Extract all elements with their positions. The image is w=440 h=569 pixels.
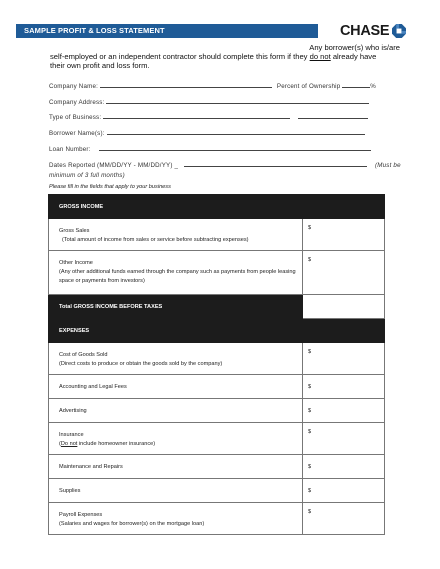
company-name-label: Company Name:	[49, 83, 99, 90]
table-row	[49, 503, 385, 535]
total-gross-amount-field[interactable]	[302, 295, 384, 319]
currency-label: $	[307, 257, 312, 263]
currency-label: $	[307, 225, 312, 231]
other-income-amount-field[interactable]	[302, 251, 384, 295]
profit-loss-table	[48, 194, 385, 535]
instructions: Please fill in the fields that apply to your business	[49, 184, 171, 190]
payroll-desc: (Salaries and wages for borrower(s) on the mortgage loan)	[59, 521, 205, 527]
form-title: SAMPLE PROFIT & LOSS STATEMENT	[24, 26, 165, 35]
chase-octagon-icon	[392, 24, 406, 38]
accounting-amount-field[interactable]	[302, 375, 384, 399]
gross-income-header-blank	[302, 195, 384, 219]
intro-text	[50, 43, 400, 70]
total-gross-label: Total GROSS INCOME BEFORE TAXES	[49, 295, 303, 319]
borrower-names-row	[49, 130, 365, 137]
table-row	[49, 343, 385, 375]
intro-emphasis: do not	[309, 52, 331, 61]
gross-sales-cell	[49, 219, 303, 251]
gross-sales-desc: (Total amount of income from sales or service before subtracting expenses)	[62, 237, 249, 243]
other-income-label: Other Income	[59, 260, 93, 266]
cogs-cell	[49, 343, 303, 375]
dates-reported-label: Dates Reported (MM/DD/YY - MM/DD/YY) _	[49, 162, 179, 169]
percent-sign: %	[370, 83, 376, 90]
table-row	[49, 399, 385, 423]
maintenance-label: Maintenance and Repairs	[49, 455, 303, 479]
chase-logo	[340, 22, 406, 40]
supplies-amount-field[interactable]	[302, 479, 384, 503]
intro-line-2	[50, 52, 400, 61]
company-address-label: Company Address:	[49, 99, 105, 106]
loan-number-field[interactable]	[99, 146, 371, 151]
borrower-names-label: Borrower Name(s):	[49, 130, 105, 137]
accounting-label: Accounting and Legal Fees	[49, 375, 303, 399]
intro-line-2-text: self-employed or an independent contractor should complete this form if they	[50, 52, 310, 61]
advertising-label: Advertising	[49, 399, 303, 423]
company-name-row	[49, 83, 376, 90]
table-row	[49, 455, 385, 479]
company-name-field[interactable]	[100, 83, 272, 88]
cogs-label: Cost of Goods Sold	[59, 352, 108, 358]
minimum-note: minimum of 3 full months)	[49, 172, 125, 179]
intro-line-2-end: already have	[330, 52, 377, 61]
dates-reported-field[interactable]	[184, 162, 367, 167]
company-address-field[interactable]	[106, 99, 369, 104]
insurance-cell	[49, 423, 303, 455]
cogs-amount-field[interactable]	[302, 343, 384, 375]
currency-label: $	[307, 407, 312, 414]
gross-income-header: GROSS INCOME	[49, 195, 303, 219]
insurance-desc-open: (	[59, 441, 61, 447]
advertising-amount-field[interactable]	[302, 399, 384, 423]
currency-label: $	[307, 383, 312, 390]
percent-ownership-label: Percent of Ownership	[276, 83, 341, 90]
other-income-cell	[49, 251, 303, 295]
insurance-label: Insurance	[59, 432, 84, 438]
supplies-label: Supplies	[49, 479, 303, 503]
insurance-desc-text: include homeowner insurance)	[77, 441, 156, 447]
currency-label: $	[307, 429, 312, 435]
business-type-label: Type of Business:	[49, 114, 102, 121]
gross-sales-amount-field[interactable]	[302, 219, 384, 251]
intro-line-1: Any borrower(s) who is/are	[309, 43, 400, 52]
currency-label: $	[307, 463, 312, 470]
logo-text: CHASE	[340, 23, 390, 39]
intro-line-3: their own profit and loss form.	[50, 61, 150, 70]
borrower-names-field[interactable]	[107, 130, 365, 135]
table-row	[49, 423, 385, 455]
expenses-header-blank	[302, 319, 384, 343]
table-row	[49, 219, 385, 251]
expenses-header: EXPENSES	[49, 319, 303, 343]
currency-label: $	[307, 349, 312, 355]
cogs-desc: (Direct costs to produce or obtain the goods sold by the company)	[59, 361, 223, 367]
company-address-row	[49, 99, 369, 106]
percent-ownership-field[interactable]	[342, 83, 370, 88]
loan-number-row	[49, 146, 371, 153]
payroll-amount-field[interactable]	[302, 503, 384, 535]
other-income-desc: (Any other additional funds earned through the company such as payments from people leasing space or payments from investors)	[59, 269, 296, 284]
currency-label: $	[307, 487, 312, 494]
loan-number-label: Loan Number:	[49, 146, 91, 153]
maintenance-amount-field[interactable]	[302, 455, 384, 479]
table-row	[49, 479, 385, 503]
form-title-bar	[16, 24, 318, 38]
must-be-note: (Must be	[375, 162, 401, 169]
currency-label: $	[307, 509, 312, 515]
business-type-row	[49, 114, 368, 121]
table-row	[49, 375, 385, 399]
insurance-desc	[59, 440, 302, 449]
dates-reported-row	[49, 162, 401, 169]
business-type-field-2[interactable]	[298, 114, 368, 119]
total-gross-row	[49, 295, 385, 319]
payroll-label: Payroll Expenses	[59, 512, 103, 518]
gross-sales-label: Gross Sales	[59, 228, 90, 234]
table-row	[49, 251, 385, 295]
insurance-amount-field[interactable]	[302, 423, 384, 455]
business-type-field[interactable]	[103, 114, 290, 119]
expenses-header-row	[49, 319, 385, 343]
insurance-desc-emphasis: Do not	[60, 441, 78, 447]
gross-income-header-row	[49, 195, 385, 219]
payroll-cell	[49, 503, 303, 535]
